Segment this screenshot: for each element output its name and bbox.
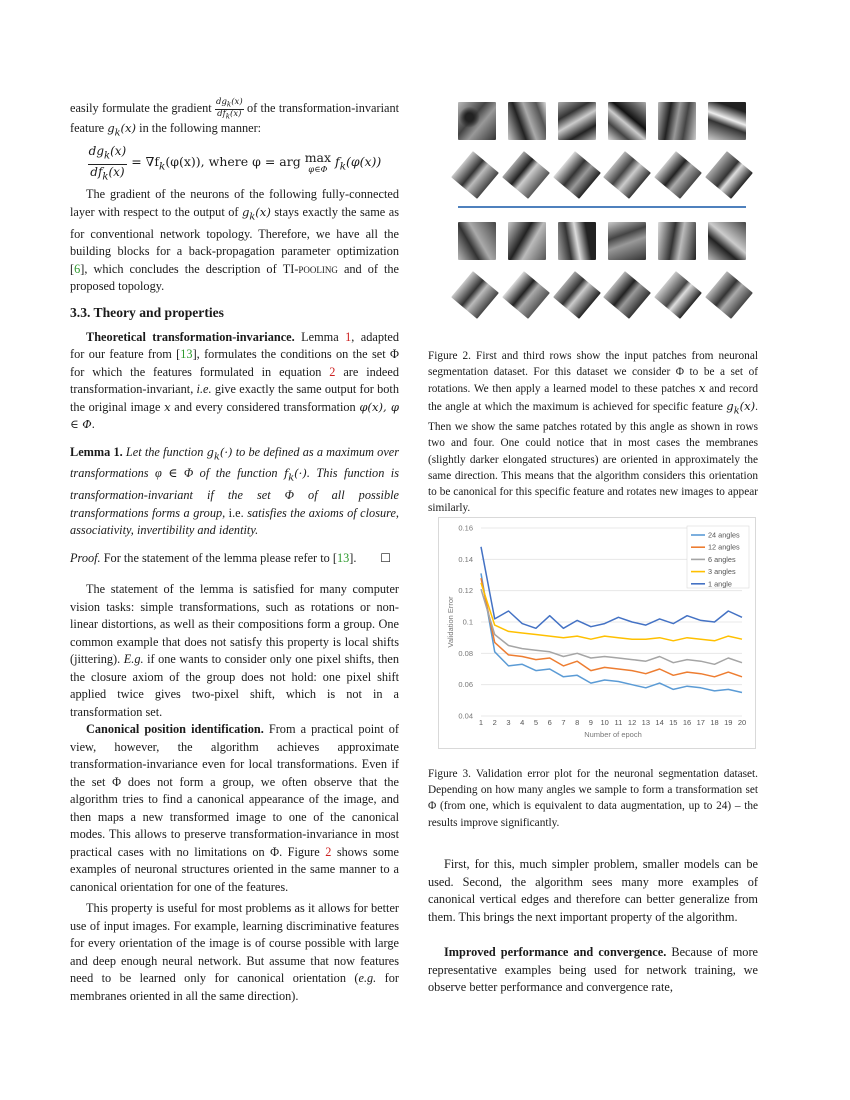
proof-block: Proof. For the statement of the lemma please refer to [13]. ☐ (70, 550, 399, 568)
patch-row-input-2 (458, 218, 746, 266)
x-tick-label: 7 (561, 718, 566, 727)
x-tick-label: 4 (520, 718, 525, 727)
equation-ref-link[interactable]: 2 (329, 364, 336, 379)
x-tick-label: 19 (724, 718, 733, 727)
paragraph-gradient-intro: easily formulate the gradient $\frac{dg_k(x)}{df_k(x)}$ of the transformation-invariant feature $g_k(x)$ in the following manner: (70, 97, 400, 139)
validation-error-chart (439, 518, 755, 748)
patch-image (458, 102, 496, 140)
patch-image (654, 271, 702, 319)
lemma-ref-link[interactable]: 1 (345, 329, 352, 344)
x-tick-label: 17 (696, 718, 705, 727)
citation-link[interactable]: 13 (336, 550, 350, 565)
x-tick-label: 6 (547, 718, 552, 727)
patch-image (603, 271, 651, 319)
x-tick-label: 1 (478, 718, 484, 727)
paragraph-theoretical-invariance: Theoretical transformation-invariance. Lemma 1, adapted for our feature from [13], formulates the conditions on the set Φ for which the features formulated in equation 2 are indeed transformation-invariant, i.e. give exactly the same output for both the original image x and every considered transformation φ(x), φ ∈ Φ. (70, 329, 400, 431)
figure3-caption: Figure 3. Validation error plot for the neuronal segmentation dataset. Depending on how many angles we sample to form a transformation set Φ (from one, which is equivalent to data augmentation, up to 24) – the results improve significantly. (428, 768, 758, 829)
figure3-chart (438, 517, 756, 749)
qed-symbol: ☐ (380, 550, 391, 565)
figure-separator-line (458, 206, 746, 208)
patch-image (558, 222, 596, 260)
patch-image (553, 271, 601, 319)
left-column (70, 98, 399, 1005)
y-tick-label: 0.1 (462, 617, 473, 627)
y-tick-label: 0.12 (458, 586, 473, 596)
x-tick-label: 3 (506, 718, 511, 727)
equation-gradient: $\frac{dg_k(x)}{df_k(x)}$ = $\nabla f_k(\varphi(x))$, where φ = arg max φ∈Φ $f_k(\varphi(x))$ (88, 144, 382, 183)
patch-row-rotated-1 (458, 152, 746, 200)
x-tick-label: 11 (614, 718, 623, 727)
paragraph-property-useful: This property is useful for most problems as it allows for better use of input images. For example, learning discriminative features for every orientation of the image is of course possible with large and deep enough neural network. But assume that now features need to be learned only for canonical orientation (e.g. for membranes oriented in all the same direction). (70, 901, 399, 1003)
x-tick-label: 9 (588, 718, 593, 727)
figure2-caption: Figure 2. First and third rows show the input patches from neuronal segmentation dataset. For this dataset we consider Φ to be a set of rotations. We then apply a learned model to these patches x and record the angle at which the maximum is achieved for specific feature $g_k(x)$. Then we show the same patches rotated by this angle as shown in rows two and four. One could notice that in most cases the membranes (slightly darker elongated structures) are oriented in approximately the same direction. This means that the algorithm considers this orientation to be canonical for this specific feature and rotates new images to appear similarly. (428, 350, 758, 515)
y-axis-label: Validation Error (446, 596, 455, 648)
legend-label: 12 angles (708, 542, 740, 552)
patch-image (558, 102, 596, 140)
y-tick-label: 0.08 (458, 648, 473, 658)
y-tick-label: 0.16 (458, 523, 473, 533)
x-tick-label: 5 (533, 718, 539, 727)
patch-image (708, 222, 746, 260)
x-tick-label: 15 (669, 718, 678, 727)
patch-row-input-1 (458, 98, 746, 146)
patch-image (508, 102, 546, 140)
patch-image (705, 271, 753, 319)
x-tick-label: 16 (682, 718, 692, 727)
patch-image (451, 271, 499, 319)
patch-image (705, 151, 753, 199)
figure2-patch-grid (458, 98, 746, 326)
x-tick-label: 2 (492, 718, 497, 727)
series-line-3-angles (481, 583, 742, 641)
legend-label: 6 angles (708, 554, 736, 564)
paragraph-canonical-position: Canonical position identification. From a practical point of view, however, the algorithm achieves approximate transformation-invariance even for local transformations. Even if the set Φ does not form a group, we often observe that the algorithm tries to find a canonical appearance of the image, and then maps a new transformed image to one of the canonical modes. This allows to preserve transformation-invariance in most practical cases with no limitations on Φ. Figure 2 shows some examples of neuronal structures oriented in the same manner to a canonical orientation for one of the features. (70, 722, 399, 894)
x-tick-label: 14 (655, 718, 664, 727)
citation-link[interactable]: 6 (74, 261, 81, 276)
x-tick-label: 12 (627, 718, 637, 727)
patch-image (658, 102, 696, 140)
y-tick-label: 0.14 (458, 554, 473, 564)
figure-ref-link[interactable]: 2 (325, 844, 332, 859)
x-tick-label: 10 (600, 718, 609, 727)
x-tick-label: 20 (737, 718, 747, 727)
paragraph-performance: Improved performance and convergence. Because of more representative examples being used for network training, we observe better performance and convergence rate, (428, 945, 758, 994)
y-tick-label: 0.04 (458, 711, 473, 721)
chart-legend (687, 526, 749, 588)
section-heading: 3.3. Theory and properties (70, 304, 224, 320)
patch-image (502, 151, 550, 199)
patch-image (451, 151, 499, 199)
patch-image (608, 102, 646, 140)
x-tick-label: 8 (575, 718, 580, 727)
patch-image (458, 222, 496, 260)
paragraph-lemma-statement: The statement of the lemma is satisfied for many computer vision tasks: simple transformations, such as rotations or non-linear distortions, as well as their compositions form a group. One common example that does not satisfy this property is local shifts (jittering). E.g. if one wants to consider only one pixel shifts, then the closure axiom of the group does not hold: one pixel shift applied twice gives two-pixel shift, which is not in a transformation set. (70, 582, 400, 719)
patch-image (502, 271, 550, 319)
paragraph-smaller-models: First, for this, much simpler problem, smaller models can be used. Second, the algorithm sees many more examples of canonical vertical edges and therefore can better generalize from them. This brings the next important property of the algorithm. (428, 857, 758, 924)
y-tick-label: 0.06 (458, 680, 473, 690)
patch-row-rotated-2 (458, 272, 746, 320)
patch-image (608, 222, 646, 260)
patch-image (553, 151, 601, 199)
x-tick-label: 13 (641, 718, 651, 727)
gradient-fraction: $\frac{dg_k(x)}{df_k(x)}$ (216, 97, 243, 121)
patch-image (654, 151, 702, 199)
legend-label: 24 angles (708, 530, 740, 540)
legend-label: 3 angles (708, 567, 736, 577)
patch-image (658, 222, 696, 260)
patch-image (508, 222, 546, 260)
x-axis-label: Number of epoch (584, 730, 642, 739)
patch-image (603, 151, 651, 199)
legend-label: 1 angle (708, 579, 732, 589)
patch-image (708, 102, 746, 140)
paragraph-gradient-neurons: The gradient of the neurons of the following fully-connected layer with respect to the output of $g_k(x)$ stays exactly the same as for conventional network topology. Therefore, we have all the building blocks for a back-propagation parameter optimization [6], which concludes the description of TI-pooling and of the proposed topology. (70, 187, 400, 293)
x-tick-label: 18 (710, 718, 719, 727)
lemma-block: Lemma 1. Let the function $g_k(\cdot)$ to be defined as a maximum over transformations φ ∈ Φ of the function $f_k(\cdot)$. This function is transformation-invariant if the set Φ of all possible transformations forms a group, i.e. satisfies the axioms of closure, associativity, invertibility and identity. (70, 444, 400, 538)
citation-link[interactable]: 13 (180, 347, 193, 361)
